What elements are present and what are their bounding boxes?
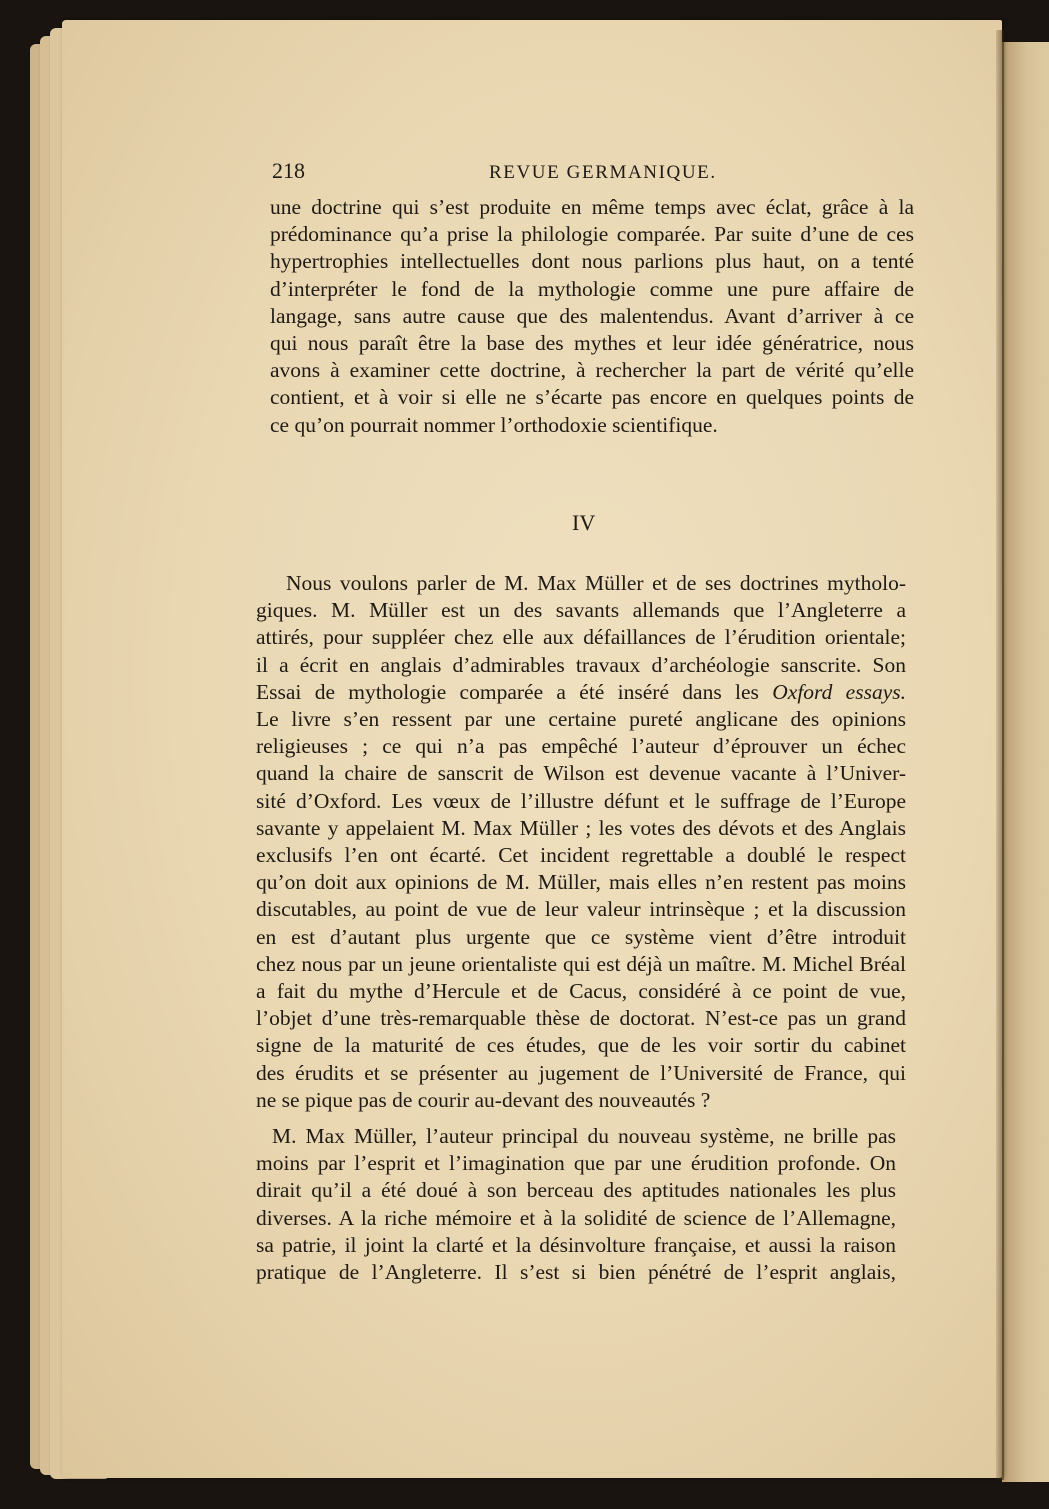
page-header bbox=[272, 158, 904, 188]
text-line: exclusifs l’en ont écarté. Cet incident regrettable a doublé le respect bbox=[256, 843, 906, 868]
text-line: quand la chaire de sanscrit de Wilson est devenue vacante à l’Univer- bbox=[256, 761, 906, 786]
running-title: REVUE GERMANIQUE. bbox=[489, 162, 717, 183]
text-line: d’interpréter le fond de la mythologie comme une pure affaire de bbox=[270, 276, 914, 301]
text-line: sa patrie, il joint la clarté et la désinvolture française, et aussi la raison bbox=[256, 1232, 896, 1257]
text-line: il a écrit en anglais d’admirables travaux d’archéologie sanscrite. Son bbox=[256, 652, 906, 677]
text-line: Le livre s’en ressent par une certaine pureté anglicane des opinions bbox=[256, 707, 906, 732]
text-line: attirés, pour suppléer chez elle aux défaillances de l’érudition orientale; bbox=[256, 625, 906, 650]
text-line: langage, sans autre cause que des malentendus. Avant d’arriver à ce bbox=[270, 303, 914, 328]
text-line: moins par l’esprit et l’imagination que par une érudition profonde. On bbox=[256, 1151, 896, 1176]
text-line: dirait qu’il a été doué à son berceau des aptitudes nationales les plus bbox=[256, 1178, 896, 1203]
italic-title: Oxford essays. bbox=[772, 679, 906, 704]
text-line: qu’on doit aux opinions de M. Müller, mais elles n’en restent pas moins bbox=[256, 870, 906, 895]
text-line: contient, et à voir si elle ne s’écarte pas encore en quelques points de bbox=[270, 385, 914, 410]
text-line: a fait du mythe d’Hercule et de Cacus, considéré à ce point de vue, bbox=[256, 979, 906, 1004]
paragraph-3 bbox=[256, 1123, 896, 1286]
text-line: sité d’Oxford. Les vœux de l’illustre défunt et le suffrage de l’Europe bbox=[256, 788, 906, 813]
text-line: hypertrophies intellectuelles dont nous parlions plus haut, on a tenté bbox=[270, 249, 914, 274]
text-line: avons à examiner cette doctrine, à rechercher la part de vérité qu’elle bbox=[270, 358, 914, 383]
text-line bbox=[256, 679, 906, 706]
text-line: religieuses ; ce qui n’a pas empêché l’auteur d’éprouver un échec bbox=[256, 734, 906, 759]
page-number: 218 bbox=[272, 158, 305, 183]
text-line: M. Max Müller, l’auteur principal du nouveau système, ne brille pas bbox=[272, 1124, 896, 1148]
text-line: savante y appelaient M. Max Müller ; les votes des dévots et des Anglais bbox=[256, 815, 906, 840]
text-line: ce qu’on pourrait nommer l’orthodoxie scientifique. bbox=[270, 412, 718, 437]
paragraph-1 bbox=[270, 194, 914, 439]
text-line: l’objet d’une très-remarquable thèse de doctorat. N’est-ce pas un grand bbox=[256, 1006, 906, 1031]
section-heading: IV bbox=[572, 510, 596, 535]
text-line: discutables, au point de vue de leur valeur intrinsèque ; et la discussion bbox=[256, 897, 906, 922]
text-line: Nous voulons parler de M. Max Müller et de ses doctrines mytholo- bbox=[286, 571, 906, 595]
text-line: diverses. A la riche mémoire et à la solidité de science de l’Allemagne, bbox=[256, 1205, 896, 1230]
book-gutter bbox=[996, 30, 1004, 1480]
text-line: en est d’autant plus urgente que ce système vient d’être introduit bbox=[256, 924, 906, 949]
text-line: prédominance qu’a prise la philologie comparée. Par suite d’une de ces bbox=[270, 222, 914, 247]
text-fragment: Essai de mythologie comparée a été inséré dans les bbox=[256, 679, 773, 704]
paragraph-2 bbox=[256, 570, 906, 1114]
text-line: signe de la maturité de ces études, que de les voir sortir du cabinet bbox=[256, 1033, 906, 1058]
text-line: ne se pique pas de courir au-devant des nouveautés ? bbox=[256, 1087, 711, 1112]
facing-page-edge bbox=[1002, 42, 1049, 1482]
text-line: qui nous paraît être la base des mythes et leur idée génératrice, nous bbox=[270, 331, 914, 356]
text-line: pratique de l’Angleterre. Il s’est si bien pénétré de l’esprit anglais, bbox=[256, 1260, 896, 1285]
text-line: chez nous par un jeune orientaliste qui est déjà un maître. M. Michel Bréal bbox=[256, 951, 906, 976]
text-line: une doctrine qui s’est produite en même temps avec éclat, grâce à la bbox=[270, 195, 914, 219]
text-line: des érudits et se présenter au jugement de l’Université de France, qui bbox=[256, 1060, 906, 1085]
text-line: giques. M. Müller est un des savants allemands que l’Angleterre a bbox=[256, 598, 906, 623]
